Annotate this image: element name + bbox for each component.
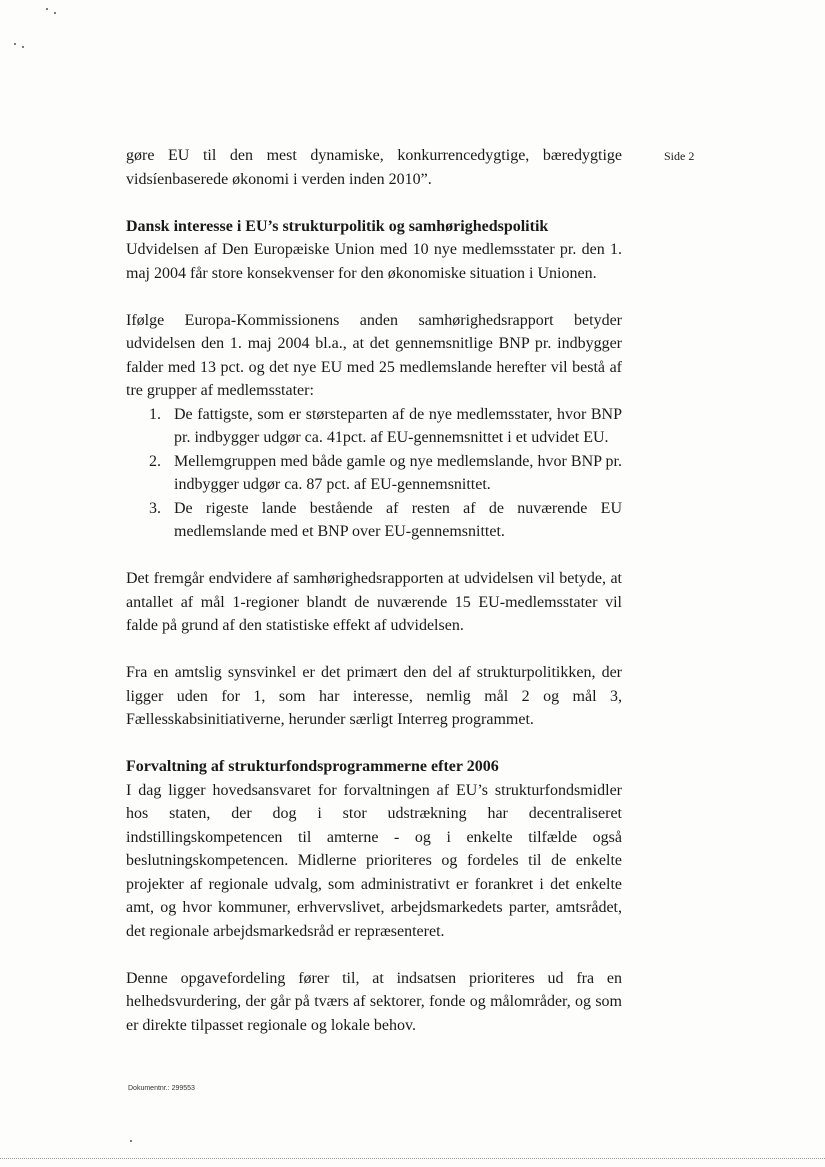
list-item-text: De rigeste lande bestående af resten af de nuværende EU medlemslande med et BNP over EU-gennemsnittet. [174, 499, 622, 540]
paragraph-gap [126, 732, 622, 756]
page-number-label: Side 2 [664, 149, 695, 163]
list-item [126, 497, 622, 544]
list-item-number: 3. [149, 499, 161, 517]
regions-paragraph: Det fremgår endvidere af samhørighedsrapporten at udvidelsen vil betyde, at antallet af mål 1-regioner blandt de nuværende 15 EU-medlemsstater vil falde på grund af den statistiske effekt af udvidelsen. [126, 570, 622, 634]
intro-paragraph: gøre EU til den mest dynamiske, konkurrencedygtige, bæredygtige vidsíenbaserede økonomi i verden inden 2010”. [126, 147, 622, 188]
paragraph-gap [126, 638, 622, 662]
paragraph-gap [126, 943, 622, 967]
list-item-number: 2. [149, 452, 161, 470]
cohesion-report-paragraph: Ifølge Europa-Kommissionens anden samhørighedsrapport betyder udvidelsen den 1. maj 2004 bl.a., at det gennemsnitlige BNP pr. indbygger falder med 13 pct. og det nye EU med 25 medlemslande herefter vil bestå af tre grupper af medlemsstater: [126, 311, 622, 399]
scan-speck [46, 8, 48, 10]
list-item-number: 1. [149, 405, 161, 423]
member-state-groups-list [126, 403, 622, 544]
document-number: Dokumentnr.: 299553 [128, 1085, 195, 1092]
list-item [126, 403, 622, 450]
list-item [126, 450, 622, 497]
section-heading-structural-policy: Dansk interesse i EU’s strukturpolitik og samhørighedspolitik [126, 217, 549, 235]
administration-paragraph: I dag ligger hovedsansvaret for forvaltningen af EU’s strukturfondsmidler hos staten, der dog i stor udstrækning har decentraliseret indstillingskompetencen til amterne - og i enkelte tilfælde også beslutningskompetencen. Midlerne prioriteres og fordeles til de enkelte projekter af regionale udvalg, som administrativt er forankret i det enkelte amt, og hvor kommuner, erhvervslivet, arbejdsmarkedets parter, amtsrådet, det regionale arbejdsmarkedsråd er repræsenteret. [126, 781, 622, 940]
final-paragraph: Denne opgavefordeling fører til, at indsatsen prioriteres ud fra en helhedsvurdering, der går på tværs af sektorer, fonde og målområder, og som er direkte tilpasset regionale og lokale behov. [126, 969, 622, 1034]
scan-speck [54, 12, 56, 14]
scan-speck [22, 46, 24, 48]
list-item-text: Mellemgruppen med både gamle og nye medlemslande, hvor BNP pr. indbygger udgør ca. 87 pct. af EU-gennemsnittet. [174, 452, 622, 493]
enlargement-paragraph: Udvidelsen af Den Europæiske Union med 10 nye medlemsstater pr. den 1. maj 2004 får store konsekvenser for den økonomiske situation i Unionen. [126, 241, 622, 282]
paragraph-gap [126, 191, 622, 215]
section-heading-fund-administration: Forvaltning af strukturfondsprogrammerne efter 2006 [126, 758, 499, 775]
document-body [126, 144, 622, 1037]
list-item-text: De fattigste, som er størsteparten af de nye medlemsstater, hvor BNP pr. indbygger udgør ca. 41pct. af EU-gennemsnittet i et udvidet EU. [174, 405, 622, 446]
scan-speck [14, 43, 16, 45]
scan-bottom-edge [0, 1158, 825, 1159]
paragraph-gap [126, 285, 622, 309]
paragraph-gap [126, 544, 622, 568]
scan-speck [130, 1140, 132, 1142]
county-perspective-paragraph: Fra en amtslig synsvinkel er det primært den del af strukturpolitikken, der ligger uden for 1, som har interesse, nemlig mål 2 og mål 3, Fællesskabsinitiativerne, herunder særligt Interreg programmet. [126, 664, 622, 728]
